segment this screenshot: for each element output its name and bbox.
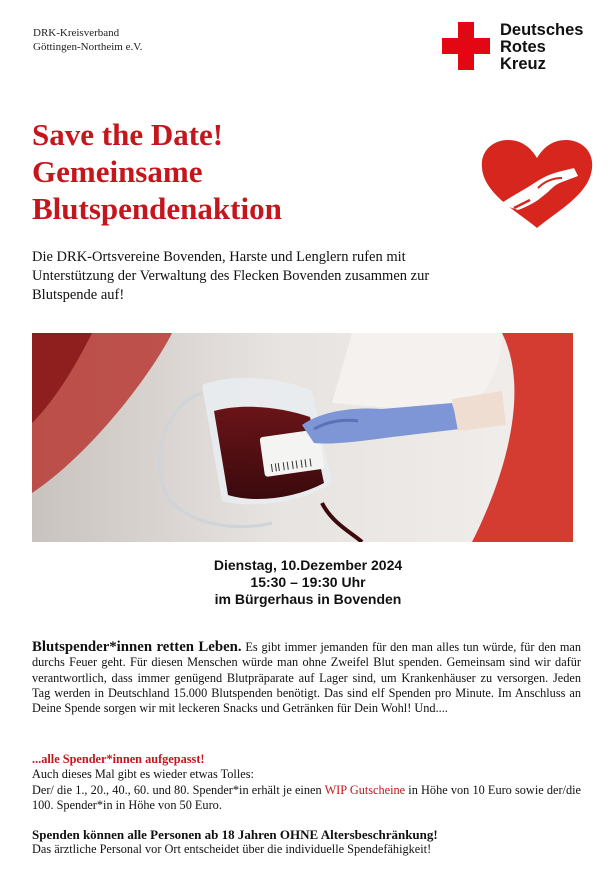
drk-logo	[442, 22, 602, 76]
logo-word-1: Deutsches	[500, 21, 584, 39]
body-text: Es gibt immer jemanden für den man alles tun würde, für den man durchs Feuer geht. Für diesen Menschen würde man ohne Zweifel Blut spenden. Gemeinsam sind wir dafür verantwortlich, dass immer genügend Blutpräparate auf Lager sind, um Krankenhäuser zu versorgen. Jeden Tag werden in Deutschland 15.000 Blutspenden benötigt. Das sind elf Spenden pro Minute. Im Anschluss an Deine Spende sorgen wir mit leckeren Snacks und Getränken für Dein Wohl! Und....	[32, 640, 582, 716]
org-line-1: DRK-Kreisverband	[33, 27, 120, 39]
closing-section	[32, 827, 581, 858]
body-lead: Blutspender*innen retten Leben.	[32, 639, 242, 655]
voucher-highlight: WIP Gutscheine	[324, 782, 406, 797]
eligibility-note: Spenden können alle Personen ab 18 Jahren OHNE Altersbeschränkung!	[32, 827, 438, 842]
headline	[32, 116, 282, 227]
attention-details	[32, 783, 581, 814]
organization-name	[33, 26, 142, 54]
body-paragraph	[32, 640, 581, 716]
attention-line-1: Auch dieses Mal gibt es wieder etwas Tolles:	[32, 767, 254, 782]
event-time: 15:30 – 19:30 Uhr	[250, 574, 366, 590]
attention-section	[32, 752, 581, 813]
attention-text-before: Der/ die 1., 20., 40., 60. und 80. Spender*in erhält je einen	[32, 782, 325, 797]
event-details	[0, 557, 616, 608]
event-date: Dienstag, 10.Dezember 2024	[213, 557, 403, 573]
heart-handshake-icon	[478, 138, 596, 230]
logo-wordmark	[500, 22, 583, 73]
logo-word-2: Rotes	[500, 38, 546, 56]
headline-line-2: Gemeinsame	[32, 154, 203, 189]
medical-note: Das ärztliche Personal vor Ort entscheidet über die individuelle Spendefähigkeit!	[32, 842, 432, 857]
intro-text: Die DRK-Ortsvereine Bovenden, Harste und Lenglern rufen mit Unterstützung der Verwaltung des Flecken Bovenden zusammen zur Blutspende auf!	[32, 249, 430, 303]
logo-word-3: Kreuz	[500, 55, 546, 73]
attention-text-after: in Höhe von 10 Euro sowie der/die 100. Spender*in in Höhe von 50 Euro.	[32, 782, 581, 812]
headline-line-3: Blutspendenaktion	[32, 191, 282, 226]
blood-donation-photo	[32, 333, 573, 542]
headline-line-1: Save the Date!	[32, 117, 224, 152]
red-cross-icon	[442, 22, 490, 70]
event-location: im Bürgerhaus in Bovenden	[214, 591, 402, 607]
attention-title: ...alle Spender*innen aufgepasst!	[32, 752, 205, 766]
org-line-2: Göttingen-Northeim e.V.	[33, 41, 143, 53]
